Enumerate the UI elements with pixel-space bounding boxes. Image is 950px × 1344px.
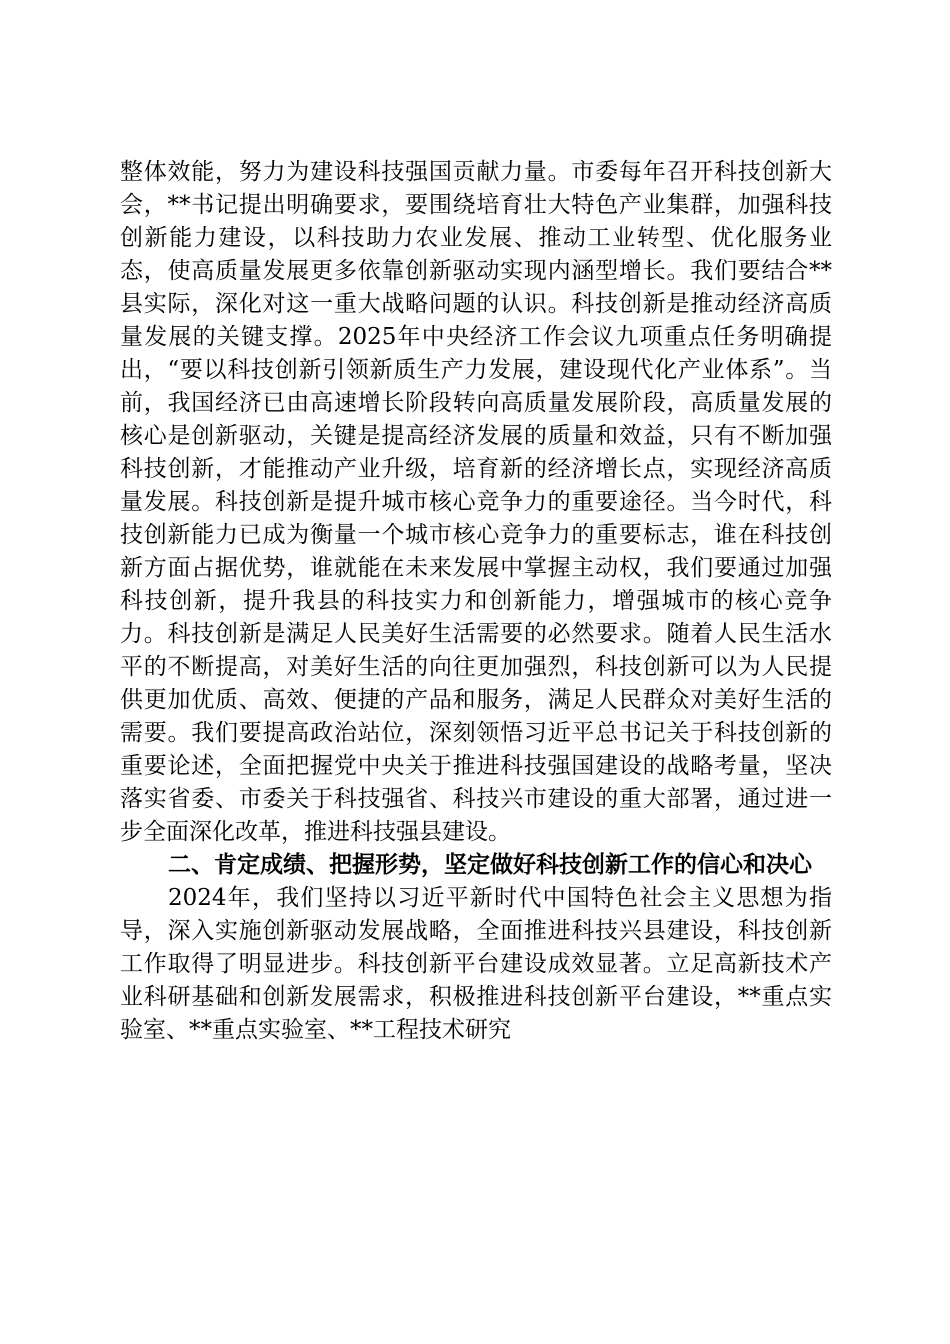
section-heading: 二、肯定成绩、把握形势，坚定做好科技创新工作的信心和决心 <box>168 852 812 878</box>
document-body <box>120 156 832 1047</box>
body-paragraph-continued: 整体效能，努力为建设科技强国贡献力量。市委每年召开科技创新大会，**书记提出明确要求，要围绕培育壮大特色产业集群，加强科技创新能力建设，以科技助力农业发展、推动工业转型、优化服务业态，使高质量发展更多依靠创新驱动实现内涵型增长。我们要结合**县实际，深化对这一重大战略问题的认识。科技创新是推动经济高质量发展的关键支撑。2025年中央经济工作会议九项重点任务明确提出，“要以科技创新引领新质生产力发展，建设现代化产业体系”。当前，我国经济已由高速增长阶段转向高质量发展阶段，高质量发展的核心是创新驱动，关键是提高经济发展的质量和效益，只有不断加强科技创新，才能推动产业升级，培育新的经济增长点，实现经济高质量发展。科技创新是提升城市核心竞争力的重要途径。当今时代，科技创新能力已成为衡量一个城市核心竞争力的重要标志，谁在科技创新方面占据优势，谁就能在未来发展中掌握主动权，我们要通过加强科技创新，提升我县的科技实力和创新能力，增强城市的核心竞争力。科技创新是满足人民美好生活需要的必然要求。随着人民生活水平的不断提高，对美好生活的向往更加强烈，科技创新可以为人民提供更加优质、高效、便捷的产品和服务，满足人民群众对美好生活的需要。我们要提高政治站位，深刻领悟习近平总书记关于科技创新的重要论述，全面把握党中央关于推进科技强国建设的战略考量，坚决落实省委、市委关于科技强省、科技兴市建设的重大部署，通过进一步全面深化改革，推进科技强县建设。 <box>120 159 832 845</box>
body-paragraph: 2024年，我们坚持以习近平新时代中国特色社会主义思想为指导，深入实施创新驱动发展战略，全面推进科技兴县建设，科技创新工作取得了明显进步。科技创新平台建设成效显著。立足高新技术产业科研基础和创新发展需求，积极推进科技创新平台建设，**重点实验室、**重点实验室、**工程技术研究 <box>120 885 832 1043</box>
